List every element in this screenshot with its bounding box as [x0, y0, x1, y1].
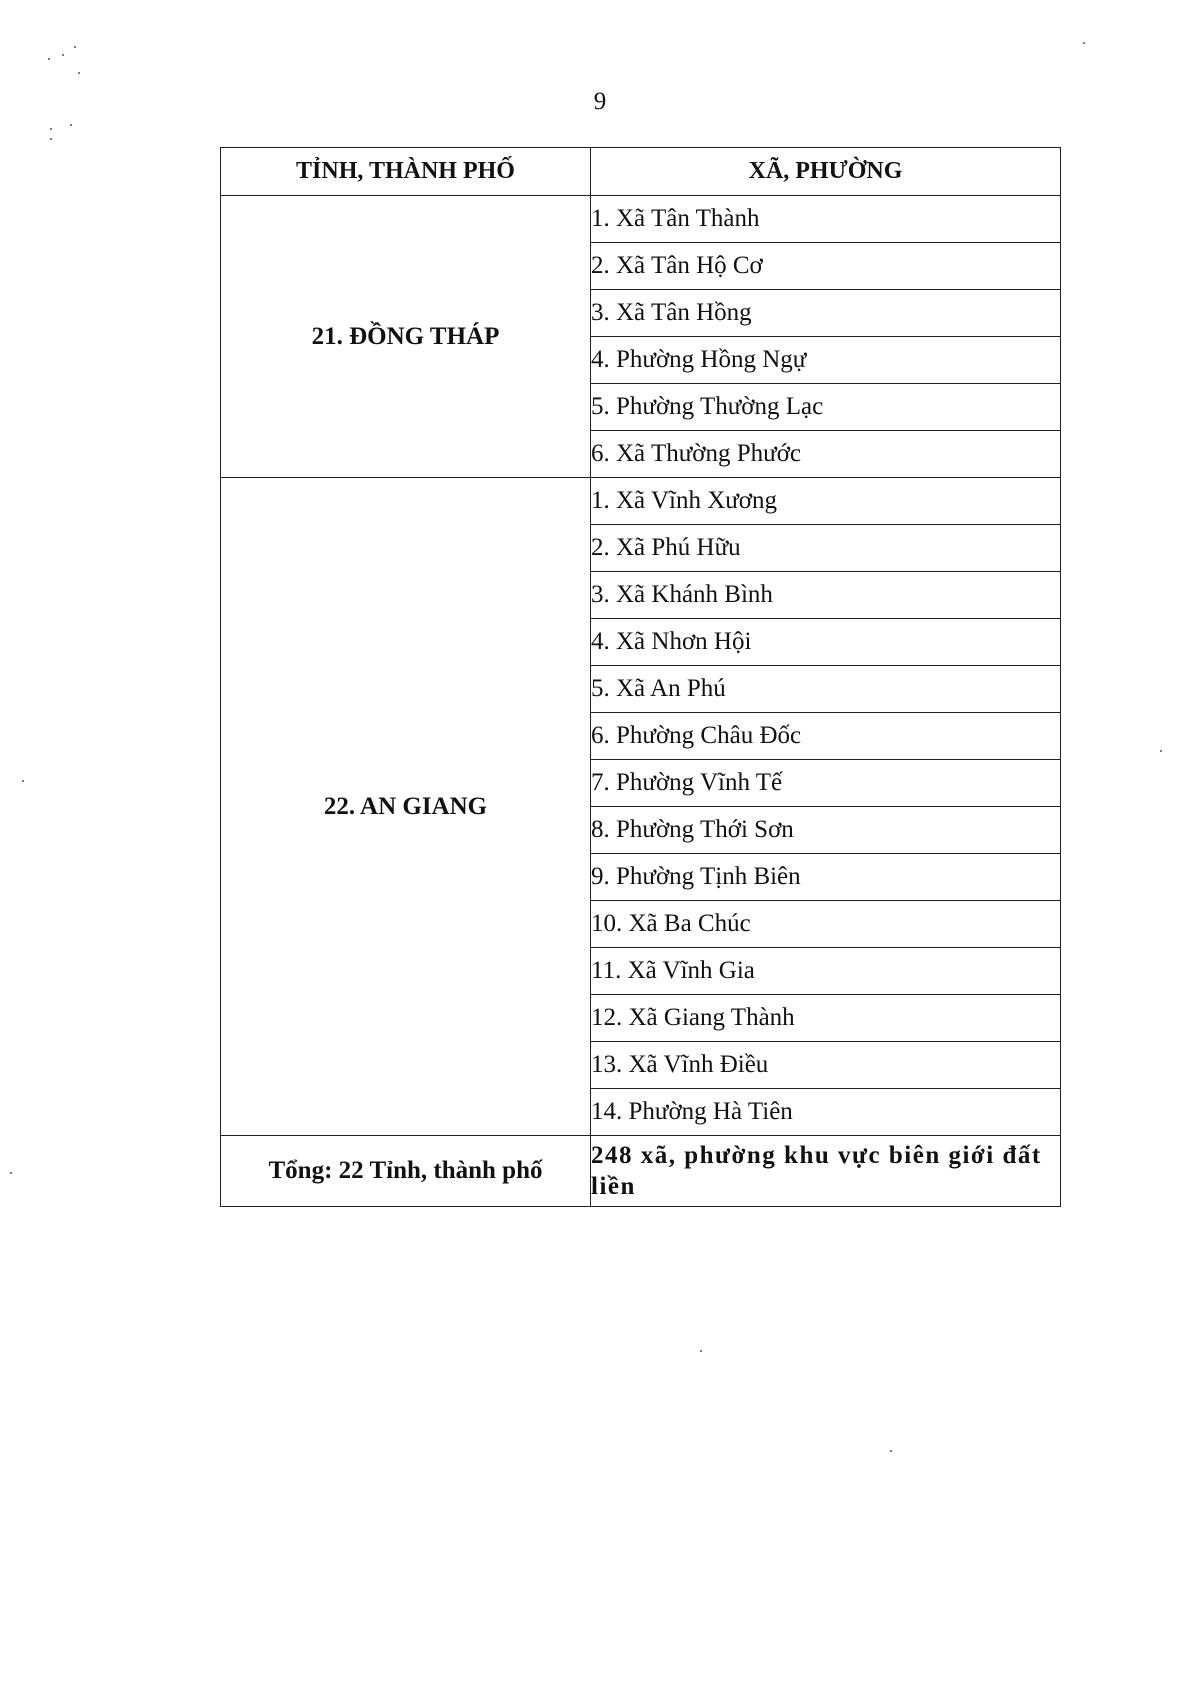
scan-speck: [10, 1172, 12, 1174]
header-province: TỈNH, THÀNH PHỐ: [221, 148, 591, 196]
header-commune: XÃ, PHƯỜNG: [591, 148, 1061, 196]
table-header-row: [221, 148, 1061, 196]
scan-speck: [74, 46, 76, 48]
scan-speck: [700, 1350, 702, 1352]
scan-speck: [1083, 42, 1085, 44]
scan-speck: [70, 124, 72, 126]
commune-cell: 1. Xã Vĩnh Xương: [591, 478, 1061, 525]
commune-cell: 2. Xã Tân Hộ Cơ: [591, 243, 1061, 290]
province-cell: 22. AN GIANG: [221, 478, 591, 1136]
commune-cell: 7. Phường Vĩnh Tế: [591, 760, 1061, 807]
total-label: Tổng: 22 Tỉnh, thành phố: [221, 1136, 591, 1207]
commune-cell: 14. Phường Hà Tiên: [591, 1089, 1061, 1136]
commune-cell: 6. Phường Châu Đốc: [591, 713, 1061, 760]
scan-speck: [78, 72, 80, 74]
scan-speck: [22, 780, 24, 782]
commune-cell: 10. Xã Ba Chúc: [591, 901, 1061, 948]
page-number: 9: [593, 88, 607, 115]
scan-speck: [50, 128, 52, 130]
table-row: [221, 478, 1061, 525]
total-row: [221, 1136, 1061, 1207]
commune-cell: 11. Xã Vĩnh Gia: [591, 948, 1061, 995]
commune-cell: 1. Xã Tân Thành: [591, 196, 1061, 243]
scan-speck: [1160, 750, 1162, 752]
commune-cell: 8. Phường Thới Sơn: [591, 807, 1061, 854]
commune-cell: 4. Xã Nhơn Hội: [591, 619, 1061, 666]
commune-cell: 4. Phường Hồng Ngự: [591, 337, 1061, 384]
table-row: [221, 196, 1061, 243]
commune-cell: 5. Phường Thường Lạc: [591, 384, 1061, 431]
scan-speck: [50, 138, 52, 140]
commune-cell: 3. Xã Khánh Bình: [591, 572, 1061, 619]
commune-cell: 6. Xã Thường Phước: [591, 431, 1061, 478]
commune-cell: 9. Phường Tịnh Biên: [591, 854, 1061, 901]
commune-cell: 12. Xã Giang Thành: [591, 995, 1061, 1042]
scan-speck: [48, 58, 50, 60]
scan-speck: [890, 1450, 892, 1452]
border-communes-table: [220, 147, 1061, 1207]
commune-cell: 3. Xã Tân Hồng: [591, 290, 1061, 337]
scan-speck: [62, 54, 64, 56]
commune-cell: 2. Xã Phú Hữu: [591, 525, 1061, 572]
total-value: 248 xã, phường khu vực biên giới đất liền: [591, 1136, 1061, 1207]
province-cell: 21. ĐỒNG THÁP: [221, 196, 591, 478]
commune-cell: 13. Xã Vĩnh Điều: [591, 1042, 1061, 1089]
commune-cell: 5. Xã An Phú: [591, 666, 1061, 713]
